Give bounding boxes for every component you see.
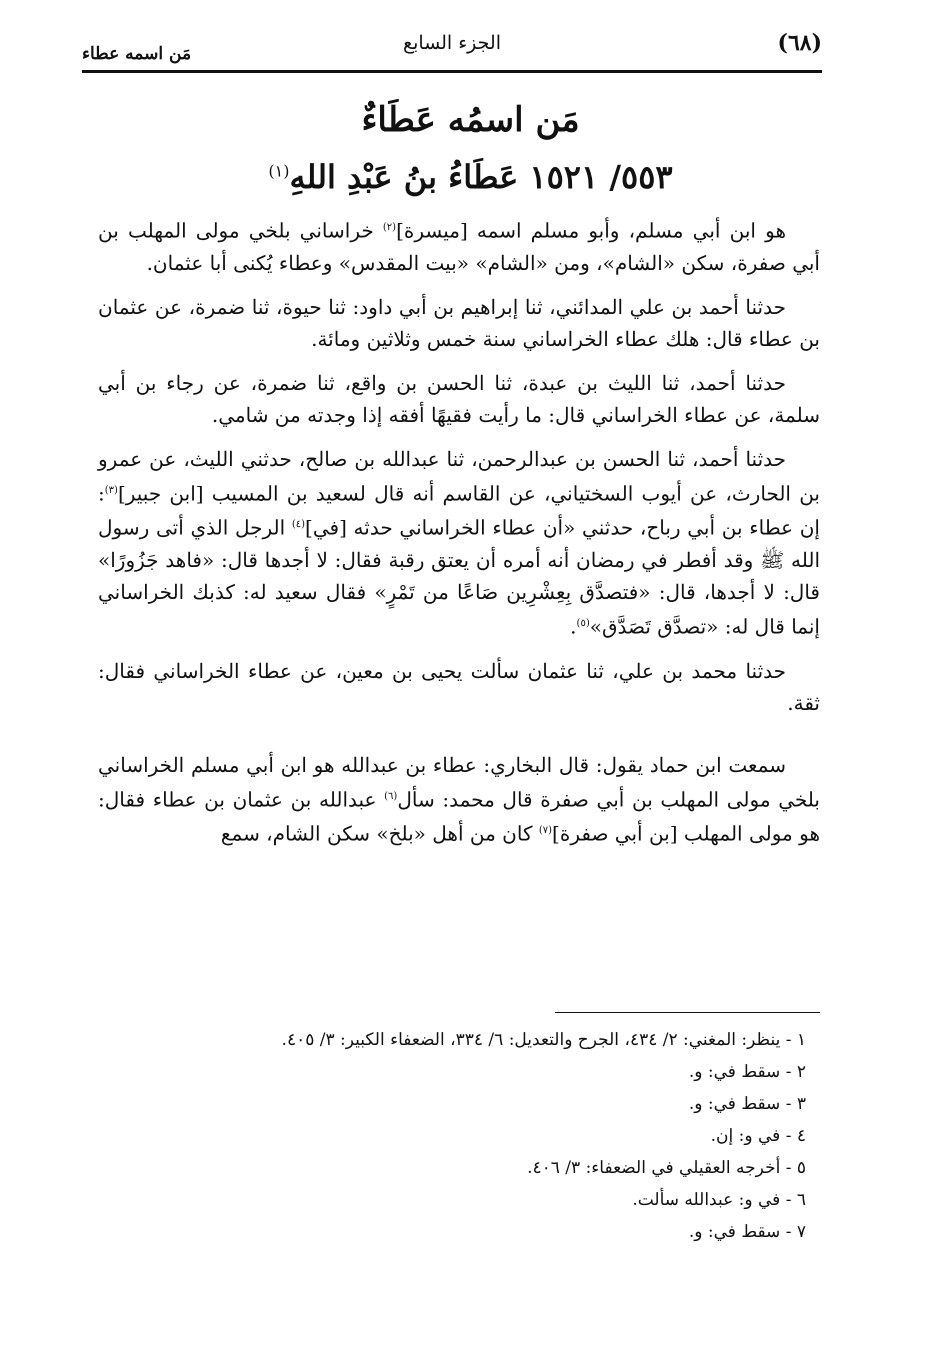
footnote: ٦ - في و: عبدالله سألت. bbox=[632, 1190, 806, 1210]
paragraph-text: . bbox=[570, 614, 577, 639]
paragraph-text: حدثنا محمد بن علي، ثنا عثمان سألت يحيى بن معين، عن عطاء الخراساني فقال: ثقة. bbox=[98, 658, 820, 715]
page-number: (٦٨) bbox=[777, 30, 822, 56]
body-text bbox=[98, 212, 820, 862]
entry-title bbox=[0, 158, 941, 196]
paragraph-text: خراساني بلخي مولى المهلب بن أبي صفرة، سكن «الشام»، ومن «الشام» «بيت المقدس» وعطاء يُكنى أبا عثمان. bbox=[98, 218, 820, 275]
paragraph-text: عبدالله بن عثمان بن عطاء فقال: هو مولى المهلب [بن أبي صفرة] bbox=[98, 787, 820, 846]
paragraph bbox=[98, 291, 820, 355]
entry-title-text: ٥٥٣/ ١٥٢١ عَطَاءُ بنُ عَبْدِ اللهِ bbox=[289, 158, 673, 196]
paragraph-text: : إن عطاء بن أبي رباح، حدثني «أن عطاء الخراساني حدثه [في] bbox=[98, 481, 820, 540]
footnote-marker: (٧) bbox=[538, 825, 553, 837]
footnote-marker: (١) bbox=[268, 161, 290, 181]
paragraph-text: سمعت ابن حماد يقول: قال البخاري: عطاء بن عبدالله هو ابن أبي مسلم الخراساني بلخي مولى المهلب بن أبي صفرة قال محمد: سأل bbox=[98, 752, 820, 812]
footnote: ٧ - سقط في: و. bbox=[688, 1222, 806, 1242]
paragraph-text: حدثنا أحمد، ثنا الحسن بن عبدالرحمن، ثنا عبدالله بن صالح، حدثني الليث، عن عمرو بن الحارث، عن أيوب السختياني، عن القاسم أنه قال لسعيد بن المسيب [ابن جبير] bbox=[98, 446, 820, 506]
footnote-marker: (٥) bbox=[576, 617, 590, 629]
paragraph-text: حدثنا أحمد، ثنا الليث بن عبدة، ثنا الحسن بن واقع، ثنا ضمرة، عن رجاء بن أبي سلمة، عن عطاء الخراساني قال: ما رأيت فقيهًا أفقه إذا وجدته من شامي. bbox=[98, 370, 820, 427]
footnote: ٢ - سقط في: و. bbox=[688, 1062, 806, 1082]
footnote-marker: (٤) bbox=[291, 519, 306, 531]
footnotes bbox=[98, 1024, 820, 1248]
footnote-marker: (٢) bbox=[382, 222, 397, 233]
paragraph-text: حدثنا أحمد بن علي المدائني، ثنا إبراهيم بن أبي داود: ثنا حيوة، ثنا ضمرة، عن عثمان بن عطاء قال: هلك عطاء الخراساني سنة خمس وثلاثين ومائة. bbox=[98, 294, 820, 351]
paragraph bbox=[98, 749, 820, 850]
footnote: ٣ - سقط في: و. bbox=[688, 1094, 806, 1114]
running-section-title: مَن اسمه عطاء bbox=[82, 44, 192, 64]
footnote-marker: (٦) bbox=[384, 790, 398, 802]
footnote: ١ - ينظر: المغني: ٢/ ٤٣٤، الجرح والتعديل: ٦/ ٣٣٤، الضعفاء الكبير: ٣/ ٤٠٥. bbox=[281, 1030, 806, 1050]
paragraph bbox=[98, 443, 820, 643]
running-header bbox=[82, 28, 822, 68]
footnote: ٥ - أخرجه العقيلي في الضعفاء: ٣/ ٤٠٦. bbox=[527, 1158, 806, 1178]
footnote-marker: (٣) bbox=[104, 484, 118, 496]
paragraph-text: الرجل الذي أتى رسول الله ﷺ وقد أفطر في رمضان أنه أمره أن يعتق رقبة فقال: لا أجدها قال: «فاهد جَزُورًا» قال: لا أجدها، قال: «فتصدَّق بِعِشْرِين صَاعًا من تَمْرٍ» فقال سعيد له: كذبك الخراساني إنما قال له: «تصدَّق تَصَدَّق» bbox=[98, 515, 820, 639]
paragraph-text: كان من أهل «بلخ» سكن الشام، سمع bbox=[220, 821, 539, 846]
section-title: مَن اسمُه عَطَاءٌ bbox=[361, 100, 580, 140]
header-rule bbox=[82, 70, 822, 73]
paragraph bbox=[98, 367, 820, 431]
part-title: الجزء السابع bbox=[403, 32, 501, 54]
paragraph-text: هو ابن أبي مسلم، وأبو مسلم اسمه [ميسرة] bbox=[396, 218, 787, 243]
footnote: ٤ - في و: إن. bbox=[710, 1126, 806, 1146]
footnote-separator bbox=[555, 1012, 820, 1013]
paragraph bbox=[98, 655, 820, 719]
paragraph bbox=[98, 212, 820, 279]
